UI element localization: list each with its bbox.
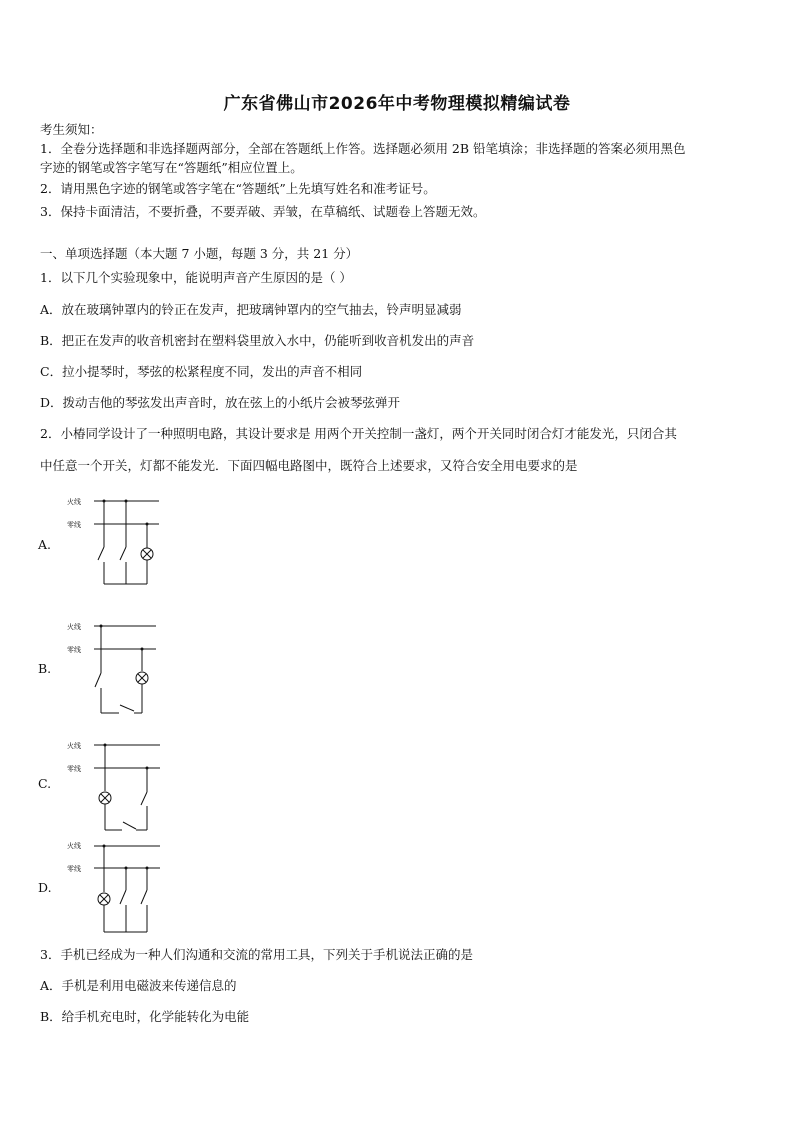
q1-stem: 1．以下几个实验现象中，能说明声音产生原因的是（ ） — [40, 270, 352, 285]
live-wire-label: 火线 — [67, 742, 81, 750]
switch — [98, 547, 104, 560]
q1-option-d: D．拨动吉他的琴弦发出声音时，放在弦上的小纸片会被琴弦弹开 — [40, 395, 401, 410]
q2-stem-line-1: 2．小椿同学设计了一种照明电路，其设计要求是 用两个开关控制一盏灯，两个开关同时闭合灯才能发光，只闭合其 — [40, 426, 677, 441]
q2-option-b-label: B. — [38, 661, 52, 676]
neutral-wire-label: 零线 — [67, 865, 81, 873]
live-wire-label: 火线 — [67, 623, 81, 631]
neutral-wire-label: 零线 — [67, 765, 81, 773]
switch — [95, 673, 101, 687]
live-wire-label: 火线 — [67, 842, 81, 850]
notice-line-2: 2．请用黑色字迹的钢笔或答字笔在“答题纸”上先填写姓名和准考证号。 — [40, 181, 436, 196]
notice-line-1: 1．全卷分选择题和非选择题两部分，全部在答题纸上作答。选择题必须用 2B 铅笔填涂；非选择题的答案必须用黑色 — [40, 141, 686, 156]
q3-stem: 3．手机已经成为一种人们沟通和交流的常用工具，下列关于手机说法正确的是 — [40, 947, 473, 962]
live-wire-label: 火线 — [67, 498, 81, 506]
notice-heading: 考生须知： — [40, 122, 103, 137]
q2-stem-line-2: 中任意一个开关，灯都不能发光．下面四幅电路图中，既符合上述要求，又符合安全用电要求的是 — [40, 458, 578, 473]
circuit-diagram-d — [64, 838, 164, 938]
section-heading: 一、单项选择题（本大题 7 小题，每题 3 分，共 21 分） — [40, 246, 359, 261]
page-title: 广东省佛山市2026年中考物理模拟精编试卷 — [223, 94, 571, 114]
q3-option-a: A．手机是利用电磁波来传递信息的 — [40, 978, 237, 993]
notice-line-1-cont: 字迹的钢笔或答字笔写在“答题纸”相应位置上。 — [40, 160, 303, 175]
neutral-wire-label: 零线 — [67, 646, 81, 654]
switch — [120, 705, 134, 711]
q1-option-a: A．放在玻璃钟罩内的铃正在发声，把玻璃钟罩内的空气抽去，铃声明显减弱 — [40, 302, 462, 317]
switch — [141, 890, 147, 904]
q2-option-a-label: A. — [38, 537, 52, 552]
circuit-diagram-b — [64, 617, 164, 717]
q3-option-b: B．给手机充电时，化学能转化为电能 — [40, 1009, 250, 1024]
switch — [120, 547, 126, 560]
neutral-wire-label: 零线 — [67, 521, 81, 529]
q1-option-c: C．拉小提琴时，琴弦的松紧程度不同，发出的声音不相同 — [40, 364, 363, 379]
switch — [123, 822, 136, 829]
q2-option-d-label: D. — [38, 880, 52, 895]
q1-option-b: B．把正在发声的收音机密封在塑料袋里放入水中，仍能听到收音机发出的声音 — [40, 333, 475, 348]
circuit-diagram-a — [64, 492, 164, 588]
switch — [141, 792, 147, 805]
notice-line-3: 3．保持卡面清洁，不要折叠，不要弄破、弄皱，在草稿纸、试题卷上答题无效。 — [40, 204, 486, 219]
switch — [120, 890, 126, 904]
q2-option-c-label: C. — [38, 776, 52, 791]
circuit-diagram-c — [64, 736, 164, 836]
